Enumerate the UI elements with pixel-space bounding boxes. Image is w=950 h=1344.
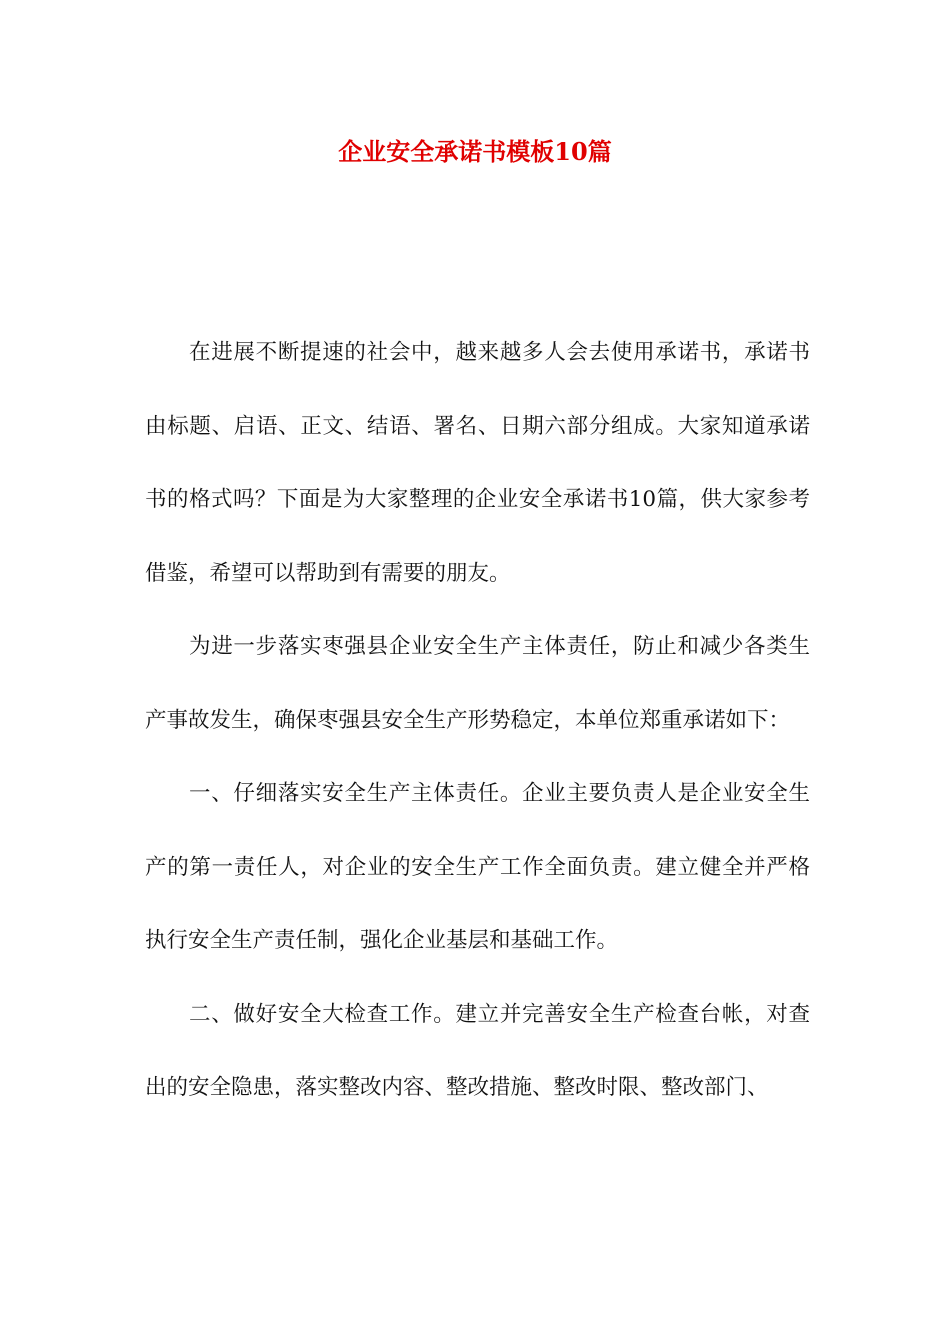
document-body xyxy=(145,316,810,1125)
document-title: 企业安全承诺书模板10篇 xyxy=(338,137,612,166)
paragraph-commitment-preamble: 为进一步落实枣强县企业安全生产主体责任，防止和减少各类生产事故发生，确保枣强县安全生产形势稳定，本单位郑重承诺如下： xyxy=(145,634,810,733)
paragraph-item-1: 一、仔细落实安全生产主体责任。企业主要负责人是企业安全生产的第一责任人，对企业的安全生产工作全面负责。建立健全并严格执行安全生产责任制，强化企业基层和基础工作。 xyxy=(145,781,810,953)
paragraph-intro: 在进展不断提速的社会中，越来越多人会去使用承诺书，承诺书由标题、启语、正文、结语、署名、日期六部分组成。大家知道承诺书的格式吗？下面是为大家整理的企业安全承诺书10篇，供大家参考借鉴，希望可以帮助到有需要的朋友。 xyxy=(145,340,810,586)
paragraph-item-2: 二、做好安全大检查工作。建立并完善安全生产检查台帐，对查出的安全隐患，落实整改内容、整改措施、整改时限、整改部门、 xyxy=(145,1001,810,1100)
